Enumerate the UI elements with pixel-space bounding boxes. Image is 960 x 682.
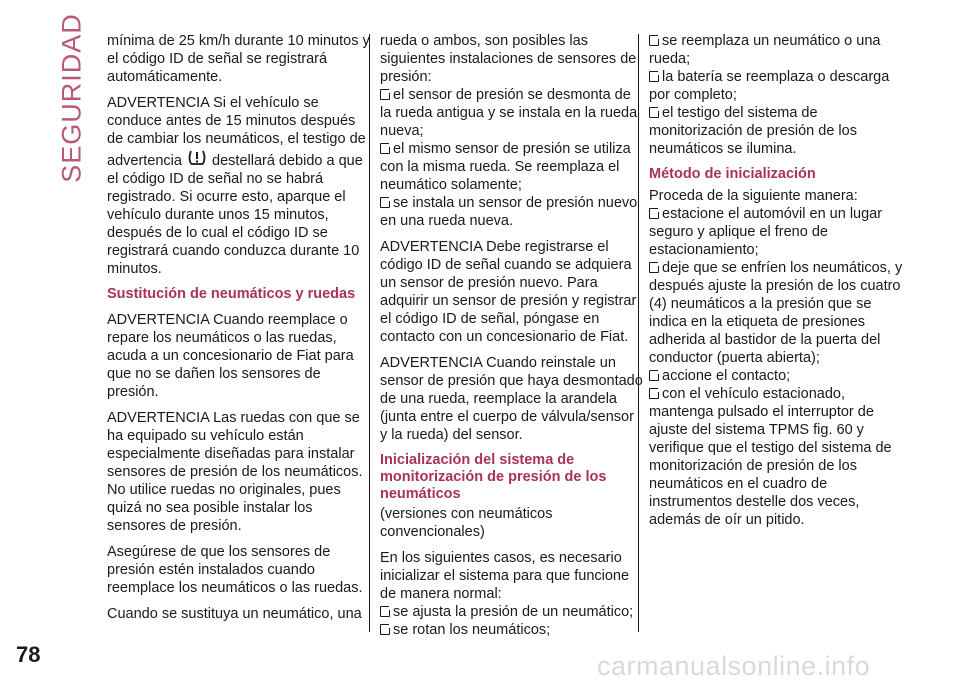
list-item: accione el contacto; bbox=[649, 367, 913, 385]
checkbox-bullet-icon bbox=[649, 208, 659, 219]
warning-paragraph: ADVERTENCIA Las ruedas con que se ha equipado su vehículo están especialmente diseñadas para instalar sensores de presión de los neumáticos. No utilice ruedas no originales, pues quizá no sea posible instalar los sensores de presión. bbox=[107, 410, 363, 534]
bullet-list bbox=[380, 86, 644, 230]
paragraph: En los siguientes casos, es necesario inicializar el sistema para que funcione de manera normal: bbox=[380, 550, 630, 602]
bullet-list bbox=[649, 32, 913, 158]
list-item: deje que se enfríen los neumáticos, y después ajuste la presión de los cuatro (4) neumáticos a la presión que se indica en la etiqueta de presiones adherida al bastidor de la puerta del conductor (puerta abierta); bbox=[649, 260, 903, 366]
warning-paragraph: ADVERTENCIA Cuando reinstale un sensor de presión que haya desmontado de una rueda, reemplace la arandela (junta entre el cuerpo de válvula/sensor y la rueda) del sensor. bbox=[380, 355, 643, 443]
checkbox-bullet-icon bbox=[380, 143, 390, 154]
section-tab-label: SEGURIDAD bbox=[56, 13, 87, 183]
warning-paragraph: ADVERTENCIA Debe registrarse el código ID de señal cuando se adquiera un sensor de presión nuevo. Para adquirir un sensor de presión y registrar el código ID de señal, póngase en contacto con un concesionario de Fiat. bbox=[380, 239, 637, 345]
paragraph: Cuando se sustituya un neumático, una bbox=[107, 606, 362, 622]
checkbox-bullet-icon bbox=[649, 388, 659, 399]
warning-text: ADVERTENCIA Si el vehículo se conduce antes de 15 minutos después de cambiar los neumáticos, el testigo de advertencia bbox=[107, 95, 366, 169]
section-tab bbox=[52, 13, 92, 183]
bullet-list bbox=[649, 205, 913, 529]
list-item: con el vehículo estacionado, mantenga pulsado el interruptor de ajuste del sistema TPMS fig. 60 y verifique que el testigo del sistema de monitorización de presión de los neumáticos en el cuadro de instrumentos destelle dos veces, además de oír un pitido. bbox=[649, 386, 892, 528]
list-item: se rotan los neumáticos; bbox=[380, 621, 644, 639]
list-item: se instala un sensor de presión nuevo en una rueda nueva. bbox=[380, 195, 638, 229]
column-3 bbox=[649, 32, 913, 529]
tire-pressure-warning-icon bbox=[187, 148, 207, 168]
warning-paragraph: ADVERTENCIA Cuando reemplace o repare los neumáticos o las ruedas, acuda a un concesionario de Fiat para que no se dañen los sensores de presión. bbox=[107, 312, 354, 400]
checkbox-bullet-icon bbox=[649, 71, 659, 82]
section-heading: Sustitución de neumáticos y ruedas bbox=[107, 286, 356, 302]
warning-text: destellará debido a que el código ID de señal no se habrá registrado. Si ocurre esto, aparque el vehículo durante unos 15 minutos, después de lo cual el código ID se registrará cuando conduzca durante 10 minutos. bbox=[107, 153, 363, 277]
checkbox-bullet-icon bbox=[380, 89, 390, 100]
checkbox-bullet-icon bbox=[380, 606, 390, 617]
page-number: 78 bbox=[16, 642, 41, 667]
list-item: se ajusta la presión de un neumático; bbox=[380, 603, 644, 621]
warning-paragraph bbox=[107, 94, 371, 278]
checkbox-bullet-icon bbox=[380, 624, 390, 635]
paragraph: mínima de 25 km/h durante 10 minutos y el código ID de señal se registrará automáticamente. bbox=[107, 33, 370, 85]
section-heading: Inicialización del sistema de monitorización de presión de los neumáticos bbox=[380, 452, 607, 502]
list-item: el mismo sensor de presión se utiliza con la misma rueda. Se reemplaza el neumático solamente; bbox=[380, 141, 631, 193]
watermark: carmanualsonline.info bbox=[597, 651, 871, 681]
list-item: estacione el automóvil en un lugar seguro y aplique el freno de estacionamiento; bbox=[649, 206, 883, 258]
paragraph: (versiones con neumáticos convencionales) bbox=[380, 506, 553, 540]
checkbox-bullet-icon bbox=[649, 35, 659, 46]
section-heading: Método de inicialización bbox=[649, 166, 816, 182]
paragraph: rueda o ambos, son posibles las siguientes instalaciones de sensores de presión: bbox=[380, 33, 637, 85]
column-2 bbox=[380, 32, 644, 639]
list-item: la batería se reemplaza o descarga por completo; bbox=[649, 69, 890, 103]
checkbox-bullet-icon bbox=[649, 262, 659, 273]
checkbox-bullet-icon bbox=[380, 197, 390, 208]
paragraph: Asegúrese de que los sensores de presión estén instalados cuando reemplace los neumáticos o las ruedas. bbox=[107, 544, 363, 596]
paragraph: Proceda de la siguiente manera: bbox=[649, 188, 858, 204]
checkbox-bullet-icon bbox=[649, 370, 659, 381]
checkbox-bullet-icon bbox=[649, 107, 659, 118]
bullet-list bbox=[380, 603, 644, 639]
column-1 bbox=[107, 32, 371, 631]
list-item: se reemplaza un neumático o una rueda; bbox=[649, 33, 881, 67]
list-item: el testigo del sistema de monitorización de presión de los neumáticos se ilumina. bbox=[649, 105, 857, 157]
list-item: el sensor de presión se desmonta de la rueda antigua y se instala en la rueda nueva; bbox=[380, 87, 638, 139]
